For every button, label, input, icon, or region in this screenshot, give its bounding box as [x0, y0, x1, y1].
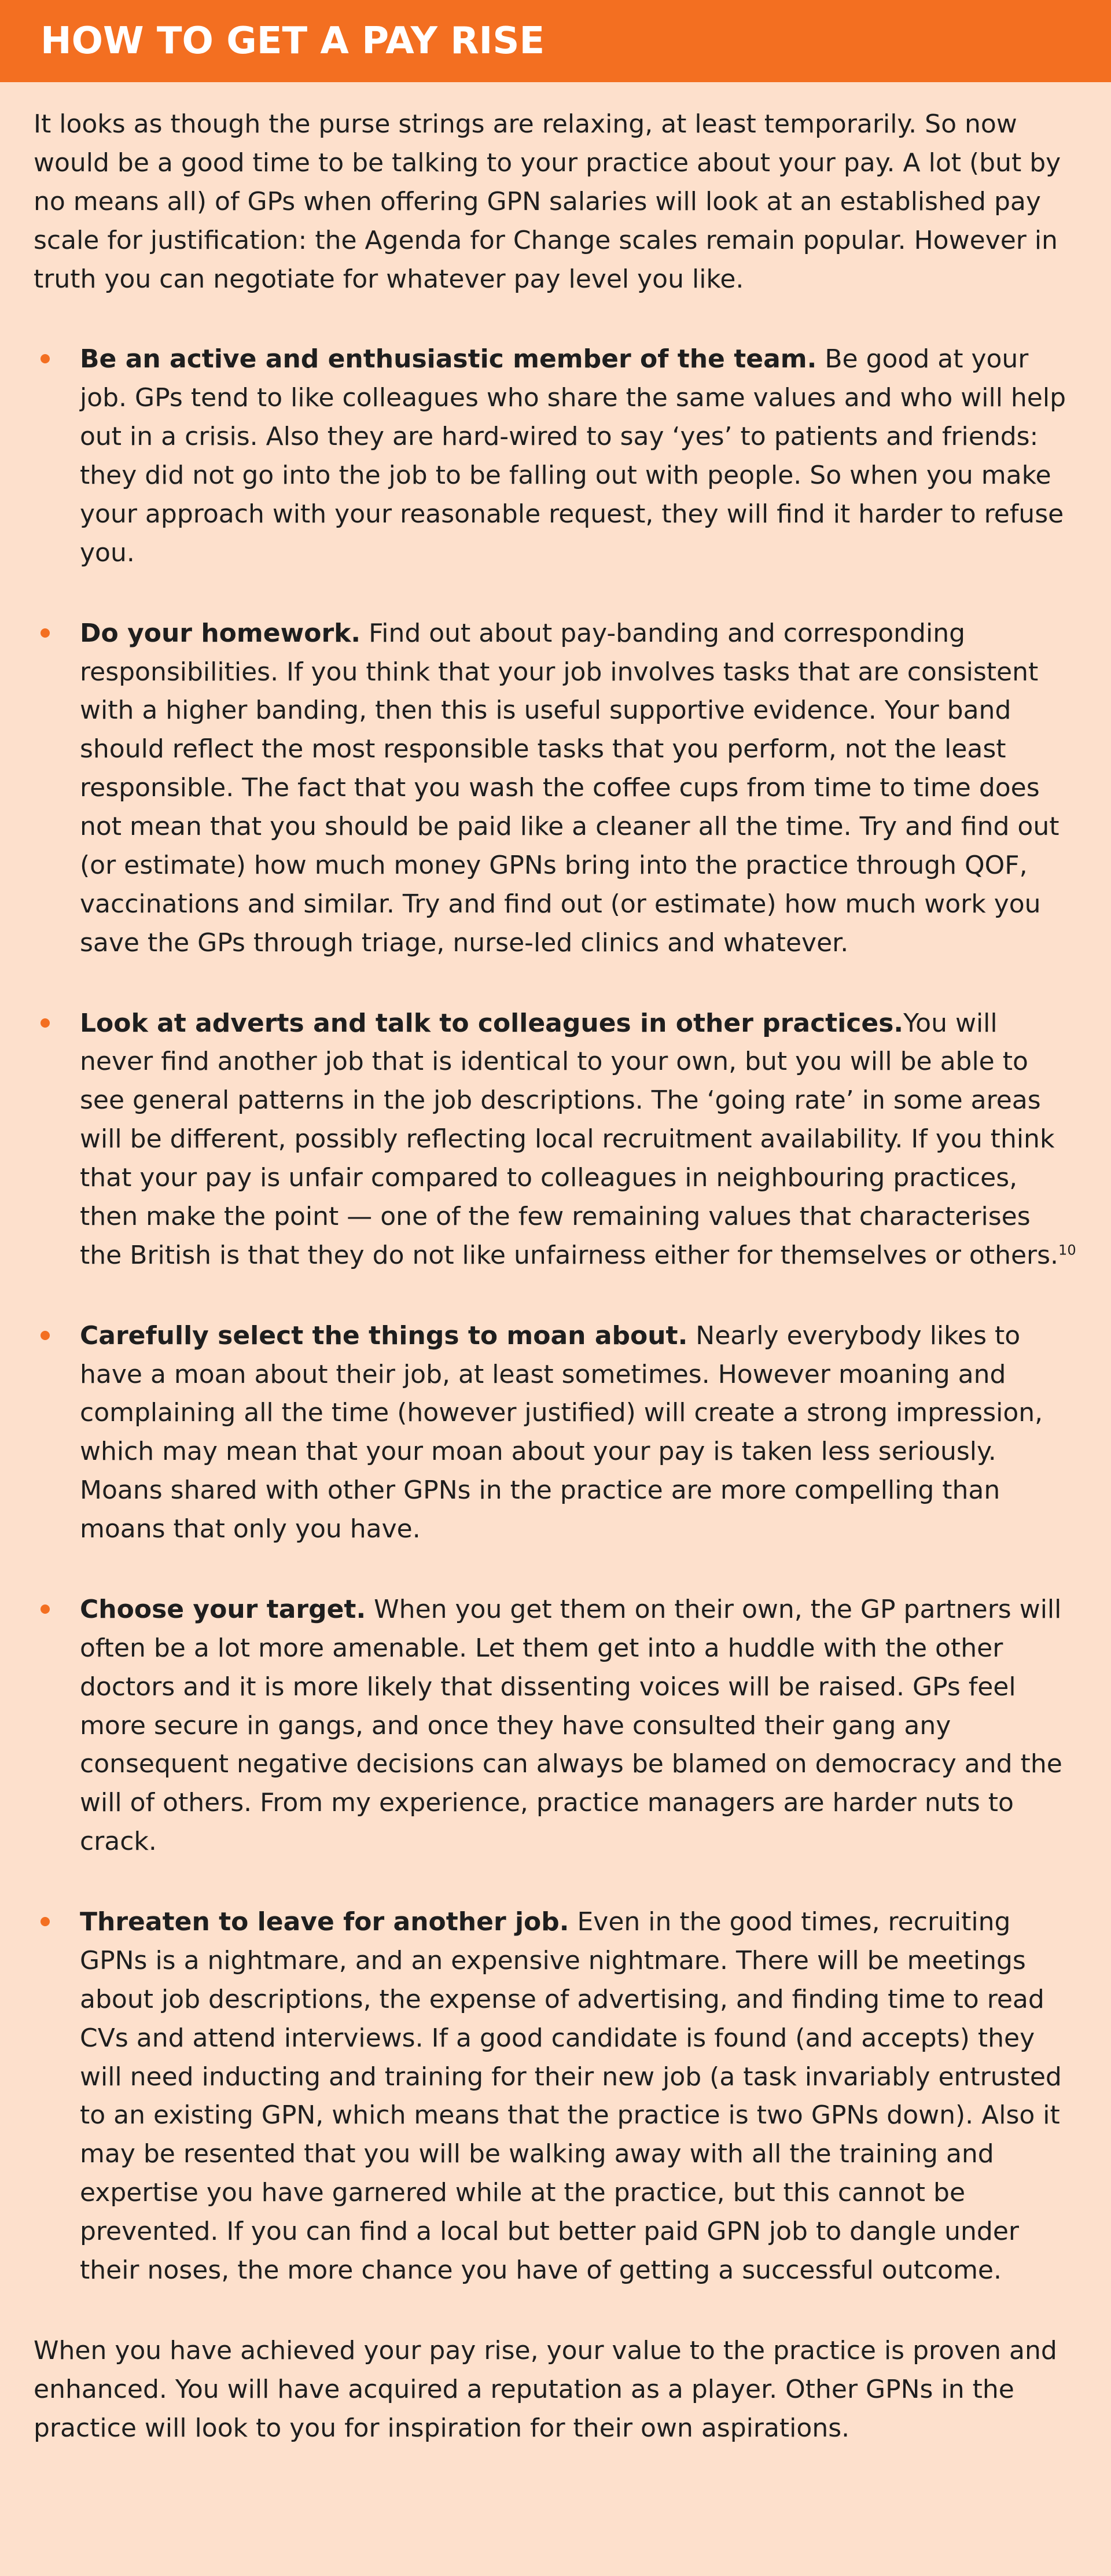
tip-body: Even in the good times, recruiting GPNs is a nightmare, and an expensive nightmare. There will be meetings about job descriptions, the expense of advertising, and finding time to read CVs and attend interviews. If a good candidate is found (and accepts) they will need inducting and training for their new job (a task invariably entrusted to an existing GPN, which means that the practice is two GPNs down). Also it may be resented that you will be walking away with all the training and expertise you have garnered while at the practice, but this cannot be prevented. If you can find a local but better paid GPN job to dangle under their noses, the more chance you have of getting a successful outcome. [80, 1907, 1062, 2285]
tip-text [80, 340, 1076, 572]
bullet-icon [41, 628, 50, 638]
list-item [34, 614, 1076, 963]
tip-body: When you get them on their own, the GP partners will often be a lot more amenable. Let them get into a huddle with the other doctors and it is more likely that dissenting voices will be raised. GPs feel more secure in gangs, and once they have consulted their gang any consequent negative decisions can always be blamed on democracy and the will of others. From my experience, practice managers are harder nuts to crack. [80, 1594, 1062, 1857]
tip-body: You will never find another job that is identical to your own, but you will be able to see general patterns in the job descriptions. The ‘going rate’ in some areas will be different, possibly reflecting local recruitment availability. If you think that your pay is unfair compared to colleagues in neighbouring practices, then make the point — one of the few remaining values that characterises the British is that they do not like unfairness either for themselves or others. [80, 1008, 1059, 1270]
list-item [34, 1004, 1076, 1275]
tip-text [80, 1591, 1076, 1861]
page-title: HOW TO GET A PAY RISE [41, 20, 545, 62]
closing-paragraph: When you have achieved your pay rise, your value to the practice is proven and enhanced. You will have acquired a reputation as a player. Other GPNs in the practice will look to you for inspiration for their own aspirations. [34, 2335, 1057, 2443]
tip-text [80, 1004, 1076, 1275]
tip-text [80, 1903, 1076, 2290]
bullet-icon [41, 1917, 50, 1926]
bullet-icon [41, 354, 50, 363]
tip-body: Be good at your job. GPs tend to like colleagues who share the same values and who will help out in a crisis. Also they are hard-wired to say ‘yes’ to patients and friends: they did not go into the job to be falling out with people. So when you make your approach with your reasonable request, they will find it harder to refuse you. [80, 344, 1066, 568]
tip-lead: Be an active and enthusiastic member of the team. [80, 344, 817, 374]
tip-text [80, 614, 1076, 963]
tip-text [80, 1317, 1076, 1549]
tips-list [34, 340, 1076, 2290]
list-item [34, 1591, 1076, 1861]
tip-lead: Look at adverts and talk to colleagues in other practices. [80, 1008, 904, 1038]
tip-lead: Threaten to leave for another job. [80, 1907, 569, 1937]
tip-lead: Do your homework. [80, 618, 361, 648]
tip-body: Nearly everybody likes to have a moan about their job, at least sometimes. However moaning and complaining all the time (however justified) will create a strong impression, which may mean that your moan about your pay is taken less seriously. Moans shared with other GPNs in the practice are more compelling than moans that only you have. [80, 1320, 1043, 1544]
tip-body: Find out about pay-banding and corresponding responsibilities. If you think that your job involves tasks that are consistent with a higher banding, then this is useful supportive evidence. Your band should reflect the most responsible tasks that you perform, not the least responsible. The fact that you wash the coffee cups from time to time does not mean that you should be paid like a cleaner all the time. Try and find out (or estimate) how much money GPNs bring into the practice through QOF, vaccinations and similar. Try and find out (or estimate) how much work you save the GPs through triage, nurse-led clinics and whatever. [80, 618, 1060, 958]
reference-superscript: 10 [1058, 1242, 1076, 1258]
header-bar [0, 0, 1111, 82]
tip-lead: Carefully select the things to moan about. [80, 1320, 688, 1350]
bullet-icon [41, 1018, 50, 1028]
list-item [34, 1903, 1076, 2290]
intro-paragraph: It looks as though the purse strings are relaxing, at least temporarily. So now would be a good time to be talking to your practice about your pay. A lot (but by no means all) of GPs when offering GPN salaries will look at an established pay scale for justification: the Agenda for Change scales remain popular. However in truth you can negotiate for whatever pay level you like. [34, 109, 1061, 294]
bullet-icon [41, 1331, 50, 1340]
article-body [0, 82, 1111, 2448]
tip-lead: Choose your target. [80, 1594, 366, 1624]
list-item [34, 340, 1076, 572]
bullet-icon [41, 1605, 50, 1614]
list-item [34, 1317, 1076, 1549]
